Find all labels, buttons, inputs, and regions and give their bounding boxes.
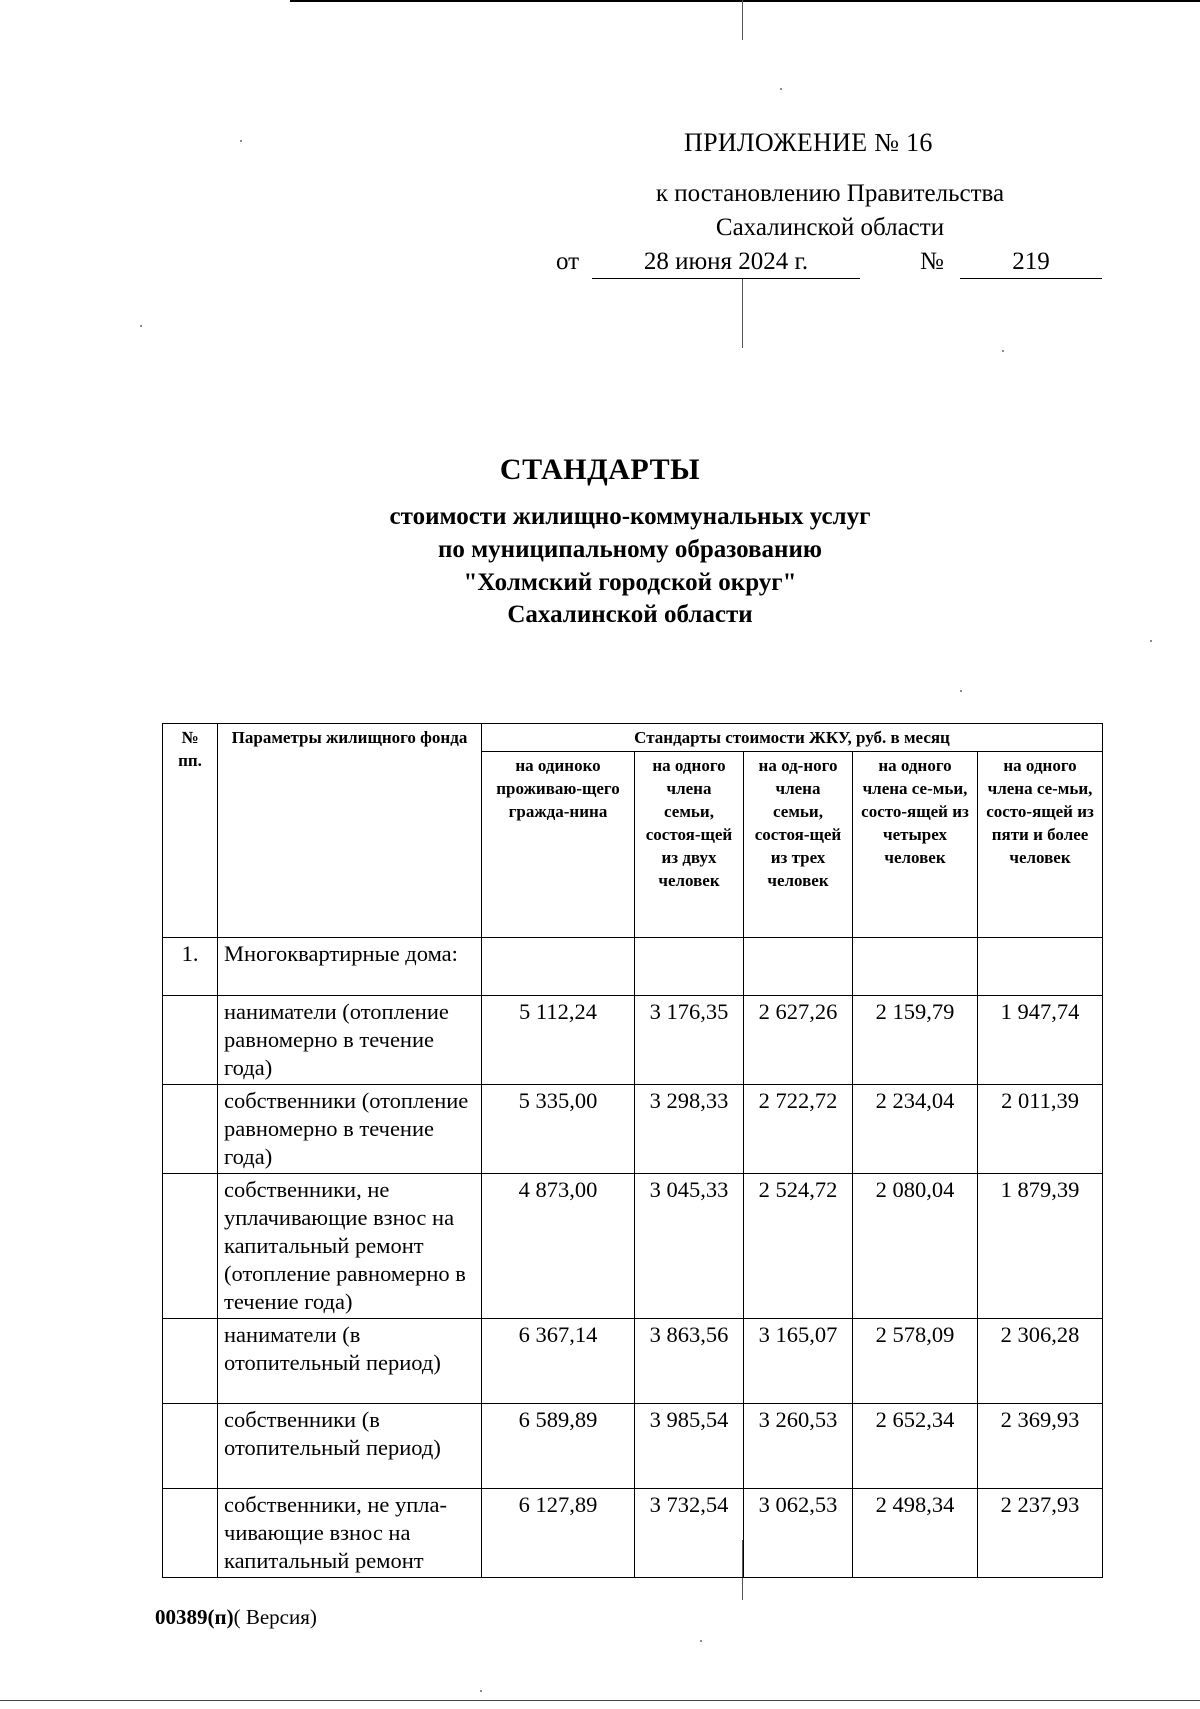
value-cell: 2 722,72 [744, 1085, 853, 1174]
scan-speck [140, 325, 142, 327]
table-row [163, 1404, 1103, 1489]
value-cell: 3 260,53 [744, 1404, 853, 1489]
section-label: Многоквартирные дома: [218, 938, 482, 996]
value-cell: 2 578,09 [853, 1319, 978, 1404]
scan-edge-bottom [0, 1700, 1200, 1701]
value-cell: 2 011,39 [978, 1085, 1103, 1174]
value-cell: 2 234,04 [853, 1085, 978, 1174]
table-cell [978, 938, 1103, 996]
value-cell: 3 985,54 [635, 1404, 744, 1489]
scan-speck [1002, 350, 1004, 352]
table-row [163, 996, 1103, 1085]
column-header-parameters: Параметры жилищного фонда [218, 724, 482, 938]
number-prefix: № [920, 248, 944, 275]
table-cell [744, 938, 853, 996]
row-label: собственники (отопление равномерно в течение года) [218, 1085, 482, 1174]
document-subtitle-line: Сахалинской области [507, 601, 753, 628]
standards-table [162, 723, 1103, 1578]
table-cell [163, 1085, 218, 1174]
value-cell: 2 524,72 [744, 1174, 853, 1319]
value-cell: 2 369,93 [978, 1404, 1103, 1489]
row-label: собственники, не упла-чивающие взнос на капитальный ремонт [218, 1489, 482, 1578]
value-cell: 2 498,34 [853, 1489, 978, 1578]
value-cell: 3 062,53 [744, 1489, 853, 1578]
resolution-reference: к постановлению Правительства [655, 180, 1005, 207]
value-cell: 3 165,07 [744, 1319, 853, 1404]
table-row [163, 1085, 1103, 1174]
value-cell: 3 863,56 [635, 1319, 744, 1404]
value-cell: 2 627,26 [744, 996, 853, 1085]
footer-version: ( Версия) [233, 1605, 317, 1629]
appendix-title: ПРИЛОЖЕНИЕ № 16 [684, 128, 933, 157]
section-index: 1. [163, 938, 218, 996]
table-row [163, 1489, 1103, 1578]
scan-speck [1150, 640, 1152, 642]
table-cell [163, 1174, 218, 1319]
table-cell [163, 1319, 218, 1404]
value-cell: 2 159,79 [853, 996, 978, 1085]
document-subtitle-line: стоимости жилищно-коммунальных услуг [389, 503, 871, 530]
footer-code: 00389(п) [155, 1605, 234, 1629]
value-cell: 3 298,33 [635, 1085, 744, 1174]
table-row [163, 1319, 1103, 1404]
scan-speck [960, 690, 962, 692]
document-title: СТАНДАРТЫ [499, 453, 701, 486]
column-header-two: на одного члена семьи, состоя-щей из двух человек [635, 752, 744, 938]
value-cell: 1 947,74 [978, 996, 1103, 1085]
column-header-number: № пп. [163, 724, 218, 938]
table-section-row [163, 938, 1103, 996]
value-cell: 2 237,93 [978, 1489, 1103, 1578]
table-cell [163, 996, 218, 1085]
resolution-number: 219 [960, 248, 1102, 279]
column-header-five: на одного члена се-мьи, состо-ящей из пяти и более человек [978, 752, 1103, 938]
table-cell [163, 1489, 218, 1578]
value-cell: 2 652,34 [853, 1404, 978, 1489]
row-label: собственники (в отопительный период) [218, 1404, 482, 1489]
value-cell: 1 879,39 [978, 1174, 1103, 1319]
row-label: собственники, не уплачивающие взнос на капитальный ремонт (отопление равномерно в течение года) [218, 1174, 482, 1319]
value-cell: 2 080,04 [853, 1174, 978, 1319]
scan-speck [240, 140, 242, 142]
value-cell: 6 589,89 [482, 1404, 635, 1489]
region-reference: Сахалинской области [715, 214, 945, 241]
document-footer-code [155, 1605, 317, 1630]
fold-mark [742, 278, 743, 348]
scan-edge-top [290, 0, 1200, 2]
fold-mark [742, 0, 743, 40]
value-cell: 6 127,89 [482, 1489, 635, 1578]
value-cell: 6 367,14 [482, 1319, 635, 1404]
table-cell [635, 938, 744, 996]
value-cell: 2 306,28 [978, 1319, 1103, 1404]
value-cell: 3 176,35 [635, 996, 744, 1085]
row-label: наниматели (в отопительный период) [218, 1319, 482, 1404]
column-header-single: на одиноко проживаю-щего гражда-нина [482, 752, 635, 938]
value-cell: 5 335,00 [482, 1085, 635, 1174]
value-cell: 5 112,24 [482, 996, 635, 1085]
document-subtitle-line: по муниципальному образованию [438, 536, 822, 563]
scan-speck [700, 1640, 702, 1642]
document-subtitle-line: "Холмский городской округ" [463, 569, 797, 596]
resolution-date: 28 июня 2024 г. [592, 248, 860, 279]
table-row [163, 1174, 1103, 1319]
table-cell [482, 938, 635, 996]
date-number-row [556, 248, 1102, 282]
date-prefix: от [556, 248, 580, 275]
column-header-three: на од-ного члена семьи, состоя-щей из трех человек [744, 752, 853, 938]
scan-speck [780, 88, 782, 90]
value-cell: 3 045,33 [635, 1174, 744, 1319]
column-header-four: на одного члена се-мьи, состо-ящей из четырех человек [853, 752, 978, 938]
value-cell: 4 873,00 [482, 1174, 635, 1319]
value-cell: 3 732,54 [635, 1489, 744, 1578]
row-label: наниматели (отопление равномерно в течение года) [218, 996, 482, 1085]
scan-speck [480, 1690, 482, 1692]
column-group-header: Стандарты стоимости ЖКУ, руб. в месяц [482, 724, 1103, 752]
table-cell [853, 938, 978, 996]
table-cell [163, 1404, 218, 1489]
